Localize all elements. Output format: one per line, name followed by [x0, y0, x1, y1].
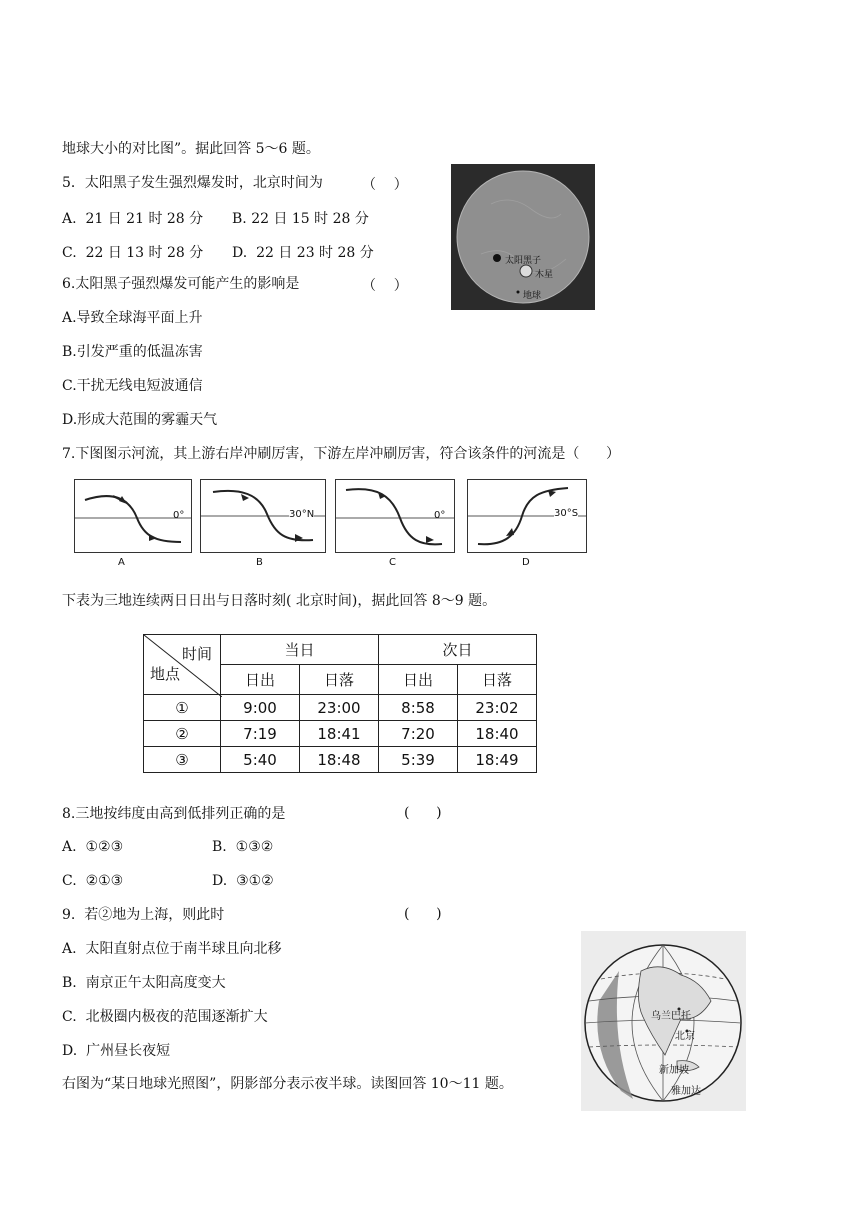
q9-stem: 9. 若②地为上海，则此时 — [62, 907, 225, 923]
row-sunset-day1: 18:48 — [300, 747, 379, 773]
q7-panel-d-letter: D — [522, 557, 530, 568]
q5-answer-paren: （ ） — [362, 177, 408, 193]
jupiter-mark — [520, 265, 532, 277]
jakarta-label: 雅加达 — [671, 1086, 701, 1097]
table-intro: 下表为三地连续两日日出与日落时刻( 北京时间)，据此回答 8～9 题。 — [62, 593, 497, 609]
row-place: ② — [144, 721, 221, 747]
header-sunset-2: 日落 — [458, 665, 537, 695]
q7-panel-b-letter: B — [256, 557, 263, 568]
q5-stem: 5．太阳黑子发生强烈爆发时，北京时间为 — [62, 175, 323, 191]
q7-panel-d — [467, 479, 587, 553]
earth-label: 地球 — [523, 291, 542, 301]
q7-panel-a-letter: A — [118, 557, 125, 568]
q5-option-d: D. 22 日 23 时 28 分 — [232, 245, 374, 261]
earth-illumination-figure — [581, 931, 746, 1111]
row-sunrise-day1: 9:00 — [221, 695, 300, 721]
sun-sunspot-figure — [451, 164, 595, 310]
table-corner-cell — [144, 635, 221, 695]
q6-option-a: A.导致全球海平面上升 — [62, 310, 203, 326]
q8-stem: 8.三地按纬度由高到低排列正确的是 — [62, 806, 286, 822]
q6-option-d: D.形成大范围的雾霾天气 — [62, 412, 218, 428]
row-sunrise-day2: 8:58 — [379, 695, 458, 721]
row-sunset-day1: 18:41 — [300, 721, 379, 747]
table-row — [144, 721, 537, 747]
q7-panel-b — [200, 479, 326, 553]
q6-option-b: B.引发严重的低温冻害 — [62, 344, 203, 360]
jupiter-label: 木星 — [535, 270, 554, 280]
header-day1: 当日 — [221, 635, 379, 665]
row-sunrise-day1: 7:19 — [221, 721, 300, 747]
row-place: ① — [144, 695, 221, 721]
q7-panel-c — [335, 479, 455, 553]
q5-option-c: C. 22 日 13 时 28 分 — [62, 245, 204, 261]
row-sunset-day2: 23:02 — [458, 695, 537, 721]
q9-answer-paren: ( ) — [404, 906, 442, 922]
q6-stem: 6.太阳黑子强烈爆发可能产生的影响是 — [62, 276, 300, 292]
intro-line: 地球大小的对比图”。据此回答 5～6 题。 — [62, 141, 320, 157]
q7-panel-c-lat: 0° — [434, 510, 446, 521]
sunspot-label: 太阳黑子 — [505, 256, 542, 266]
q7-panel-c-letter: C — [389, 557, 396, 568]
header-day2: 次日 — [379, 635, 537, 665]
row-sunset-day1: 23:00 — [300, 695, 379, 721]
q8-answer-paren: ( ) — [404, 805, 442, 821]
q8-option-a: A. ①②③ — [62, 839, 124, 855]
q7-panel-d-lat: 30°S — [554, 508, 579, 519]
row-place: ③ — [144, 747, 221, 773]
q6-answer-paren: （ ） — [362, 278, 408, 294]
earth-mark — [517, 291, 520, 294]
q8-option-c: C. ②①③ — [62, 873, 124, 889]
q7-panel-a-lat: 0° — [173, 510, 185, 521]
ulaanbaatar-label: 乌兰巴托 — [651, 1011, 691, 1022]
row-sunset-day2: 18:40 — [458, 721, 537, 747]
table-row — [144, 747, 537, 773]
q6-option-c: C.干扰无线电短波通信 — [62, 378, 203, 394]
q9-option-b: B. 南京正午太阳高度变大 — [62, 975, 226, 991]
sunspot-mark — [493, 254, 501, 262]
corner-time-label: 时间 — [181, 645, 212, 663]
q8-option-d: D. ③①② — [212, 873, 274, 889]
row-sunrise-day1: 5:40 — [221, 747, 300, 773]
singapore-label: 新加坡 — [659, 1065, 689, 1076]
q7-panel-b-lat: 30°N — [289, 509, 315, 520]
header-sunrise-2: 日出 — [379, 665, 458, 695]
header-sunrise-1: 日出 — [221, 665, 300, 695]
q7-panel-a — [74, 479, 192, 553]
q7-stem: 7.下图图示河流，其上游右岸冲刷厉害，下游左岸冲刷厉害，符合该条件的河流是（ ） — [62, 446, 621, 462]
q9-option-d: D. 广州昼长夜短 — [62, 1043, 171, 1059]
sunrise-sunset-table — [143, 634, 537, 773]
table-row — [144, 695, 537, 721]
q10-intro: 右图为“某日地球光照图”，阴影部分表示夜半球。读图回答 10～11 题。 — [62, 1076, 513, 1092]
corner-place-label: 地点 — [150, 665, 181, 683]
row-sunset-day2: 18:49 — [458, 747, 537, 773]
row-sunrise-day2: 5:39 — [379, 747, 458, 773]
q9-option-a: A. 太阳直射点位于南半球且向北移 — [62, 941, 282, 957]
q5-option-a: A. 21 日 21 时 28 分 — [62, 211, 204, 227]
q9-option-c: C. 北极圈内极夜的范围逐渐扩大 — [62, 1009, 268, 1025]
beijing-label: 北京 — [675, 1031, 695, 1042]
q5-option-b: B. 22 日 15 时 28 分 — [232, 211, 369, 227]
header-sunset-1: 日落 — [300, 665, 379, 695]
row-sunrise-day2: 7:20 — [379, 721, 458, 747]
q8-option-b: B. ①③② — [212, 839, 274, 855]
